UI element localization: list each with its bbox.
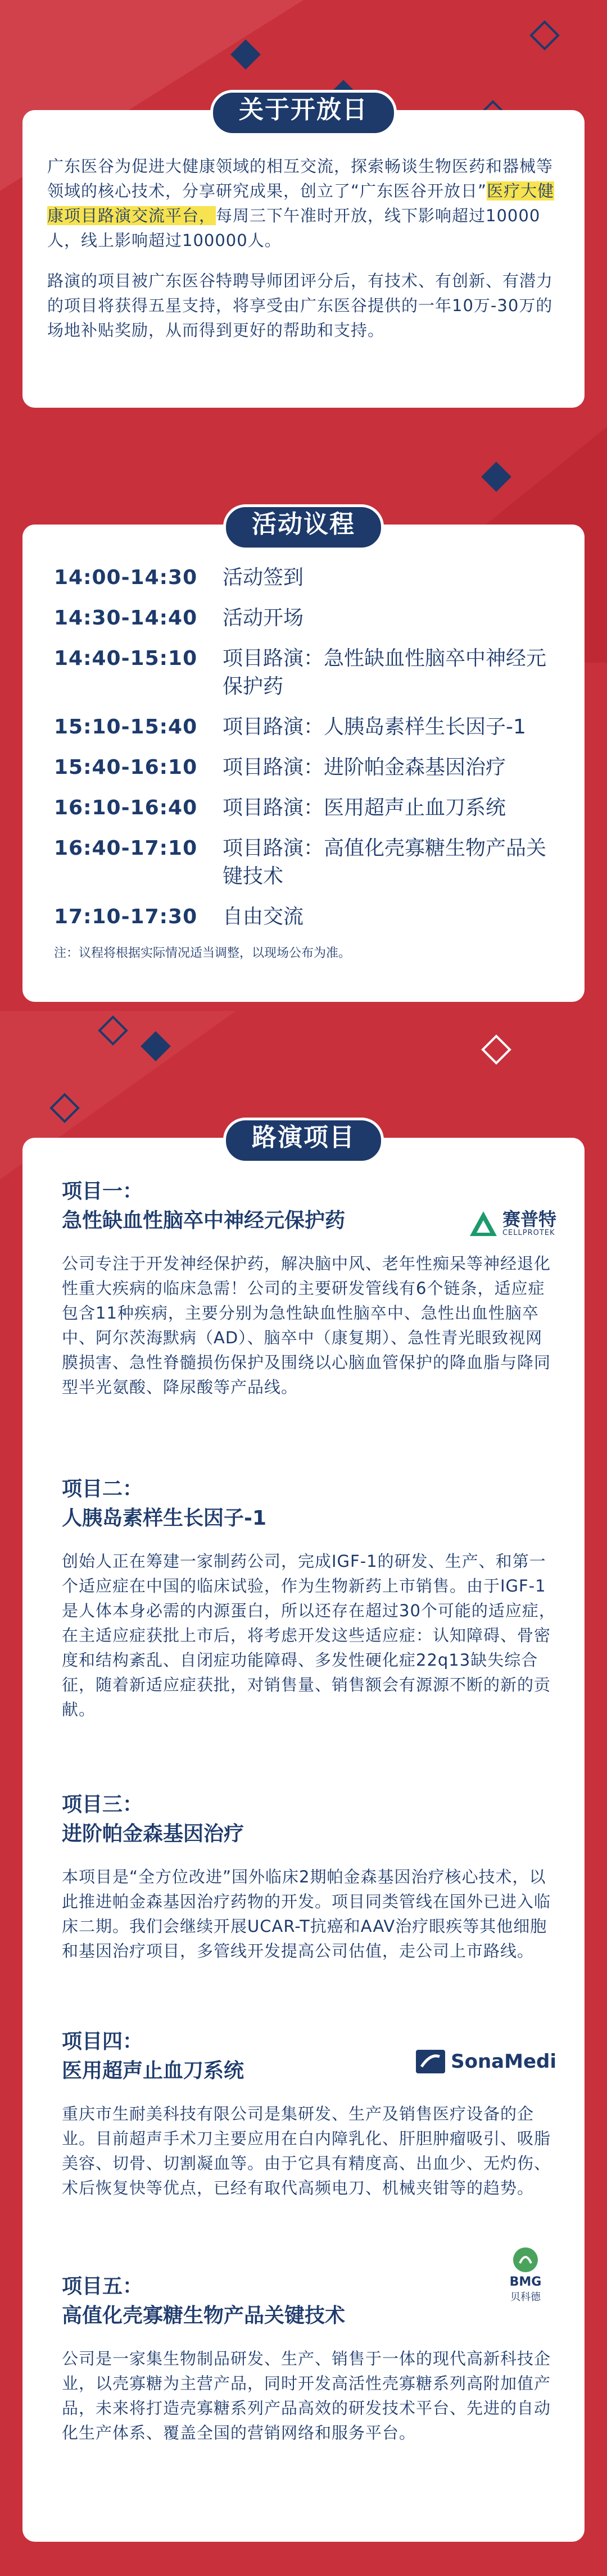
sonamedi-logo xyxy=(415,2048,556,2076)
agenda-card xyxy=(22,510,585,1002)
project-name: 高值化壳寡糖生物产品关键技术 xyxy=(62,2304,346,2327)
project-label: 项目一： xyxy=(62,1180,143,1203)
agenda-time: 16:10-16:40 xyxy=(54,796,198,819)
agenda-time: 15:10-15:40 xyxy=(54,715,198,738)
agenda-item: 项目路演：高值化壳寡糖生物产品关键技术 xyxy=(223,837,547,888)
project-label: 项目二： xyxy=(62,1478,143,1501)
agenda-time: 16:40-17:10 xyxy=(54,837,198,860)
project-1 xyxy=(62,1177,556,1399)
project-5 xyxy=(62,2272,556,2445)
about-paragraph-2: 路演的项目被广东医谷特聘导师团评分后，有技术、有创新、有潜力的项目将获得五星支持，将享受由广东医谷提供的一年10万-30万的场地补贴奖励，从而得到更好的帮助和支持。 xyxy=(47,271,554,340)
bmg-mark-icon xyxy=(512,2246,539,2273)
project-description: 创始人正在筹建一家制药公司，完成IGF-1的研发、生产、和第一个适应症在中国的临床试验，作为生物新药上市销售。由于IGF-1是人体本身必需的内源蛋白，所以还存在超过30个可能的适应症，在主适应症获批上市后，将考虑开发这些适应症：认知障碍、骨密度和结构紊乱、自闭症功能障碍、多发性硬化症22q13缺失综合征，随着新适应症获批，对销售量、销售额会有源源不断的新的贡献。 xyxy=(62,1552,556,1719)
agenda-item: 项目路演：人胰岛素样生长因子-1 xyxy=(223,715,526,738)
project-label: 项目四： xyxy=(62,2030,143,2053)
agenda-row xyxy=(54,713,562,741)
project-description: 重庆市生耐美科技有限公司是集研发、生产及销售医疗设备的企业。目前超声手术刀主要应用在白内障乳化、肝胆肿瘤吸引、吸脂美容、切骨、切割凝血等。由于它具有精度高、出血少、无灼伤、术后恢复快等优点，已经有取代高频电刀、机械夹钳等的趋势。 xyxy=(62,2104,551,2197)
agenda-row xyxy=(54,794,562,822)
about-paragraph-1: 广东医谷为促进大健康领域的相互交流，探索畅谈生物医药和器械等领域的核心技术，分享研究成果，创立了“广东医谷开放日”医疗大健康项目路演交流平台，每周三下午准时开放，线下影响超过10000人，线上影响超过100000人。 xyxy=(47,157,555,250)
projects-card xyxy=(22,1123,585,2542)
about-title: 关于开放日 xyxy=(210,90,397,136)
agenda-item: 项目路演：进阶帕金森基因治疗 xyxy=(223,756,506,779)
project-description: 本项目是“全方位改进”国外临床2期帕金森基因治疗核心技术，以此推进帕金森基因治疗药物的开发。项目同类管线在国外已进入临床二期。我们会继续开展UCAR-T抗癌和AAV治疗眼疾等其他细胞和基因治疗项目，多管线开发提高公司估值，走公司上市路线。 xyxy=(62,1867,551,1961)
agenda-item: 项目路演：医用超声止血刀系统 xyxy=(223,796,506,819)
bmg-logo xyxy=(495,2246,556,2304)
cellprotek-mark-icon xyxy=(469,1210,498,1237)
logo-text: SonaMedi xyxy=(451,2050,556,2073)
agenda-row xyxy=(54,903,562,931)
agenda-note: 注：议程将根据实际情况适当调整，以现场公布为准。 xyxy=(54,946,351,960)
cellprotek-logo xyxy=(469,1210,556,1237)
agenda-row xyxy=(54,564,562,592)
project-name: 急性缺血性脑卒中神经元保护药 xyxy=(62,1209,346,1232)
agenda-time: 14:40-15:10 xyxy=(54,647,198,670)
agenda-time: 17:10-17:30 xyxy=(54,905,198,928)
logo-text: BMG xyxy=(509,2275,542,2289)
logo-text: 赛普特 xyxy=(502,1209,556,1230)
project-4 xyxy=(62,2027,556,2200)
sonamedi-mark-icon xyxy=(415,2048,446,2076)
diamond-decoration xyxy=(481,1034,511,1065)
agenda-list xyxy=(54,564,562,931)
project-3 xyxy=(62,1790,556,1963)
project-label: 项目三： xyxy=(62,1793,143,1816)
diamond-decoration xyxy=(529,20,560,51)
agenda-item: 活动签到 xyxy=(223,566,304,589)
agenda-time: 15:40-16:10 xyxy=(54,756,198,779)
agenda-item: 自由交流 xyxy=(223,905,304,928)
project-description: 公司专注于开发神经保护药，解决脑中风、老年性痴呆等神经退化性重大疾病的临床急需！公司的主要研发管线有6个链条，适应症包含11种疾病，主要分别为急性缺血性脑卒中、急性出血性脑卒中、阿尔茨海默病（AD）、脑卒中（康复期）、急性青光眼致视网膜损害、急性脊髓损伤保护及围绕以心脑血管保护的降血脂与降同型半光氨酸、降尿酸等产品线。 xyxy=(62,1254,551,1397)
project-label: 项目五： xyxy=(62,2275,143,2298)
agenda-item: 项目路演：急性缺血性脑卒中神经元保护药 xyxy=(223,647,547,698)
project-description: 公司是一家集生物制品研发、生产、销售于一体的现代高新科技企业，以壳寡糖为主营产品，同时开发高活性壳寡糖系列高附加值产品，未来将打造壳寡糖系列产品高效的研发技术平台、先进的自动化生产体系、覆盖全国的营销网络和服务平台。 xyxy=(62,2349,551,2442)
agenda-row xyxy=(54,754,562,782)
logo-subtext: 贝科德 xyxy=(510,2291,541,2303)
agenda-title: 活动议程 xyxy=(223,504,384,550)
highlight-text: 医疗大健康项目路演交流平台， xyxy=(47,181,555,225)
project-name: 医用超声止血刀系统 xyxy=(62,2059,244,2082)
agenda-row xyxy=(54,604,562,632)
projects-title: 路演项目 xyxy=(223,1118,384,1164)
project-name: 进阶帕金森基因治疗 xyxy=(62,1822,244,1845)
logo-subtext: CELLPROTEK xyxy=(502,1229,555,1237)
about-card xyxy=(22,95,585,408)
project-2 xyxy=(62,1475,556,1722)
project-name: 人胰岛素样生长因子-1 xyxy=(62,1507,266,1530)
agenda-time: 14:00-14:30 xyxy=(54,566,198,589)
agenda-item: 活动开场 xyxy=(223,607,304,630)
agenda-row xyxy=(54,835,562,891)
agenda-row xyxy=(54,645,562,701)
agenda-time: 14:30-14:40 xyxy=(54,607,198,630)
